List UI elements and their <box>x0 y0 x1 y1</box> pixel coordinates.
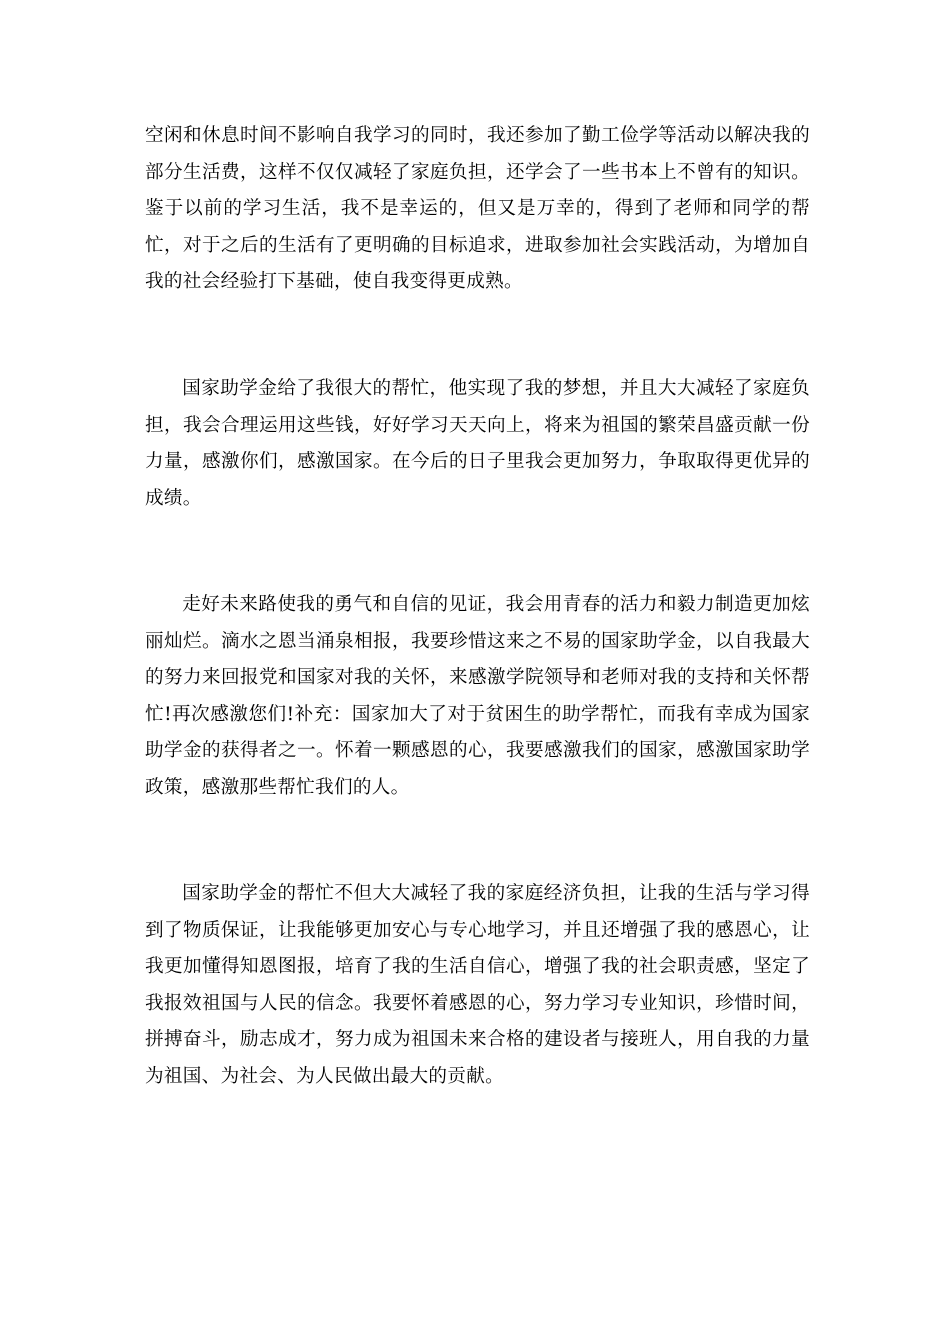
paragraph-1: 空闲和休息时间不影响自我学习的同时，我还参加了勤工俭学等活动以解决我的部分生活费，这样不仅仅减轻了家庭负担，还学会了一些书本上不曾有的知识。鉴于以前的学习生活，我不是幸运的，但又是万幸的，得到了老师和同学的帮忙，对于之后的生活有了更明确的目标追求，进取参加社会实践活动，为增加自我的社会经验打下基础，使自我变得更成熟。 <box>145 125 810 293</box>
paragraph-2: 国家助学金给了我很大的帮忙，他实现了我的梦想，并且大大减轻了家庭负担，我会合理运用这些钱，好好学习天天向上，将来为祖国的繁荣昌盛贡献一份力量，感激你们，感激国家。在今后的日子里我会更加努力，争取取得更优异的成绩。 <box>145 378 810 509</box>
paragraph-4: 国家助学金的帮忙不但大大减轻了我的家庭经济负担，让我的生活与学习得到了物质保证，让我能够更加安心与专心地学习，并且还增强了我的感恩心，让我更加懂得知恩图报，培育了我的生活自信心，增强了我的社会职责感，坚定了我报效祖国与人民的信念。我要怀着感恩的心，努力学习专业知识，珍惜时间，拼搏奋斗，励志成才，努力成为祖国未来合格的建设者与接班人，用自我的力量为祖国、为社会、为人民做出最大的贡献。 <box>145 883 810 1087</box>
paragraph-3: 走好未来路使我的勇气和自信的见证，我会用青春的活力和毅力制造更加炫丽灿烂。滴水之恩当涌泉相报，我要珍惜这来之不易的国家助学金，以自我最大的努力来回报党和国家对我的关怀，来感激学院领导和老师对我的支持和关怀帮忙!再次感激您们!补充：国家加大了对于贫困生的助学帮忙，而我有幸成为国家助学金的获得者之一。怀着一颗感恩的心，我要感激我们的国家，感激国家助学政策，感激那些帮忙我们的人。 <box>145 594 810 798</box>
